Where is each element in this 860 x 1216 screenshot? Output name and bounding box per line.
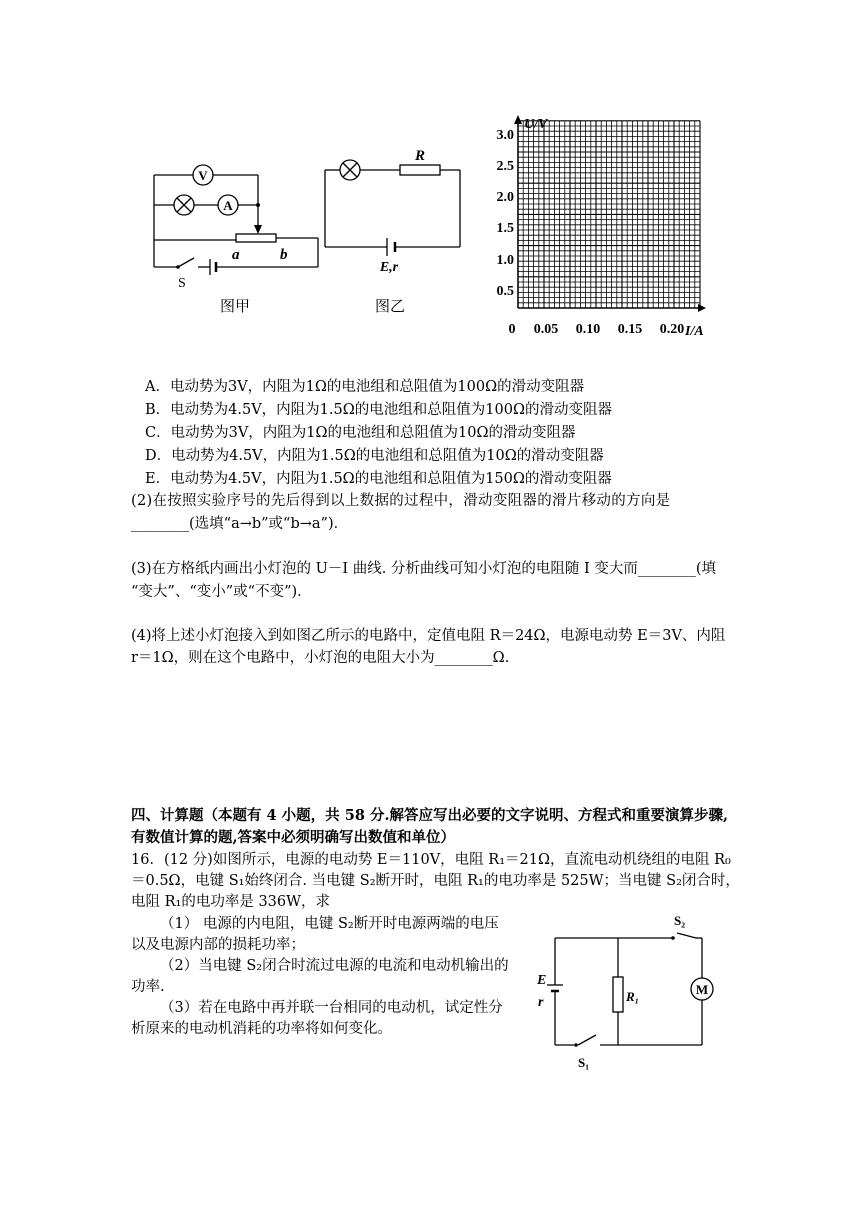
y-tick-label: 2.0 (496, 190, 514, 205)
option-d: D．电动势为4.5V，内阻为1.5Ω的电池组和总阻值为10Ω的滑动变阻器 (145, 448, 604, 464)
question-3-line1: (3)在方格纸内画出小灯泡的 U－I 曲线. 分析曲线可知小灯泡的电阻随 I 变大而________(填 (131, 561, 717, 577)
option-b: B．电动势为4.5V，内阻为1.5Ω的电池组和总阻值为100Ω的滑动变阻器 (145, 402, 612, 418)
question-3-line2: “变大”、“变小”或“不变”)． (131, 584, 312, 600)
question-16-part1-line2: 以及电源内部的损耗功率； (131, 937, 305, 953)
y-tick-label: 3.0 (496, 128, 514, 143)
question-16-line1: 16．(12 分)如图所示，电源的电动势 E＝110V，电阻 R₁＝21Ω，直流电动机绕组的电阻 R₀ (131, 852, 731, 868)
figure-yi-circuit (315, 145, 475, 325)
x-tick-label: 0.10 (575, 322, 601, 337)
ui-graph-paper (488, 112, 728, 344)
x-tick-label: 0.05 (533, 322, 559, 337)
question-16-part1-line1: （1） 电源的内电阻，电键 S₂断开时电源两端的电压 (160, 916, 499, 932)
question-4-line1: (4)将上述小灯泡接入到如图乙所示的电路中，定值电阻 R＝24Ω，电源电动势 E＝3V、内阻 (131, 628, 726, 644)
x-tick-label: 0.15 (617, 322, 643, 337)
question-16-part3-line2: 析原来的电动机消耗的功率将如何变化。 (131, 1021, 392, 1037)
motor-label: M (695, 982, 709, 997)
x-tick-label: 0 (508, 322, 516, 337)
option-e: E．电动势为4.5V，内阻为1.5Ω的电池组和总阻值为150Ω的滑动变阻器 (145, 471, 612, 487)
y-tick-label: 2.5 (496, 159, 514, 174)
voltmeter-label: V (198, 168, 208, 183)
y-tick-label: 1.5 (496, 221, 514, 236)
internal-resistance-label: r (538, 995, 544, 1010)
switch-s2-label: S₂ (674, 913, 686, 928)
ammeter-label: A (223, 198, 233, 213)
question-16-line2: ＝0.5Ω，电键 S₁始终闭合. 当电键 S₂断开时，电阻 R₁的电功率是 525W；当电键 S₂闭合时， (131, 873, 740, 889)
rheostat-end-a: a (232, 247, 240, 263)
question-2-line1: (2)在按照实验序号的先后得到以上数据的过程中，滑动变阻器的滑片移动的方向是 (131, 493, 671, 509)
switch-label: S (178, 276, 186, 291)
x-axis-label: I/A (685, 324, 704, 339)
figure-jia-circuit (140, 145, 330, 325)
question-16-line3: 电阻 R₁的电功率是 336W，求 (131, 894, 331, 910)
y-axis-label: U/V (524, 117, 548, 132)
r1-label: R₁ (626, 989, 640, 1004)
y-tick-label: 1.0 (496, 253, 514, 268)
emf-label: E (537, 973, 547, 988)
question-2-line2: ________(选填“a→b”或“b→a”)． (131, 516, 349, 532)
option-list (145, 377, 612, 492)
question-4-line2: r＝1Ω，则在这个电路中，小灯泡的电阻大小为________Ω. (131, 650, 510, 666)
question-16-part2-line2: 功率. (131, 979, 165, 995)
rheostat-end-b: b (280, 247, 288, 263)
section-4-heading-line2: 有数值计算的题,答案中必须明确写出数值和单位） (131, 829, 456, 846)
source-label: E,r (379, 260, 399, 275)
question-16-circuit (530, 905, 730, 1075)
question-16-part2-line1: （2）当电键 S₂闭合时流过电源的电流和电动机输出的 (160, 958, 509, 974)
figure-yi-caption: 图乙 (374, 299, 406, 315)
section-4-heading-line1: 四、计算题（本题有 4 小题，共 58 分.解答应写出必要的文字说明、方程式和重要演算步骤, (131, 807, 729, 824)
option-c: C．电动势为3V，内阻为1Ω的电池组和总阻值为10Ω的滑动变阻器 (145, 425, 576, 441)
y-tick-label: 0.5 (496, 284, 514, 299)
resistor-label: R (415, 148, 426, 164)
x-tick-label: 0.20 (659, 322, 685, 337)
question-16-part3-line1: （3）若在电路中再并联一台相同的电动机，试定性分 (160, 1000, 503, 1016)
figure-jia-caption: 图甲 (219, 299, 251, 315)
switch-s1-label: S₁ (578, 1055, 590, 1070)
option-a: A．电动势为3V，内阻为1Ω的电池组和总阻值为100Ω的滑动变阻器 (145, 379, 585, 395)
